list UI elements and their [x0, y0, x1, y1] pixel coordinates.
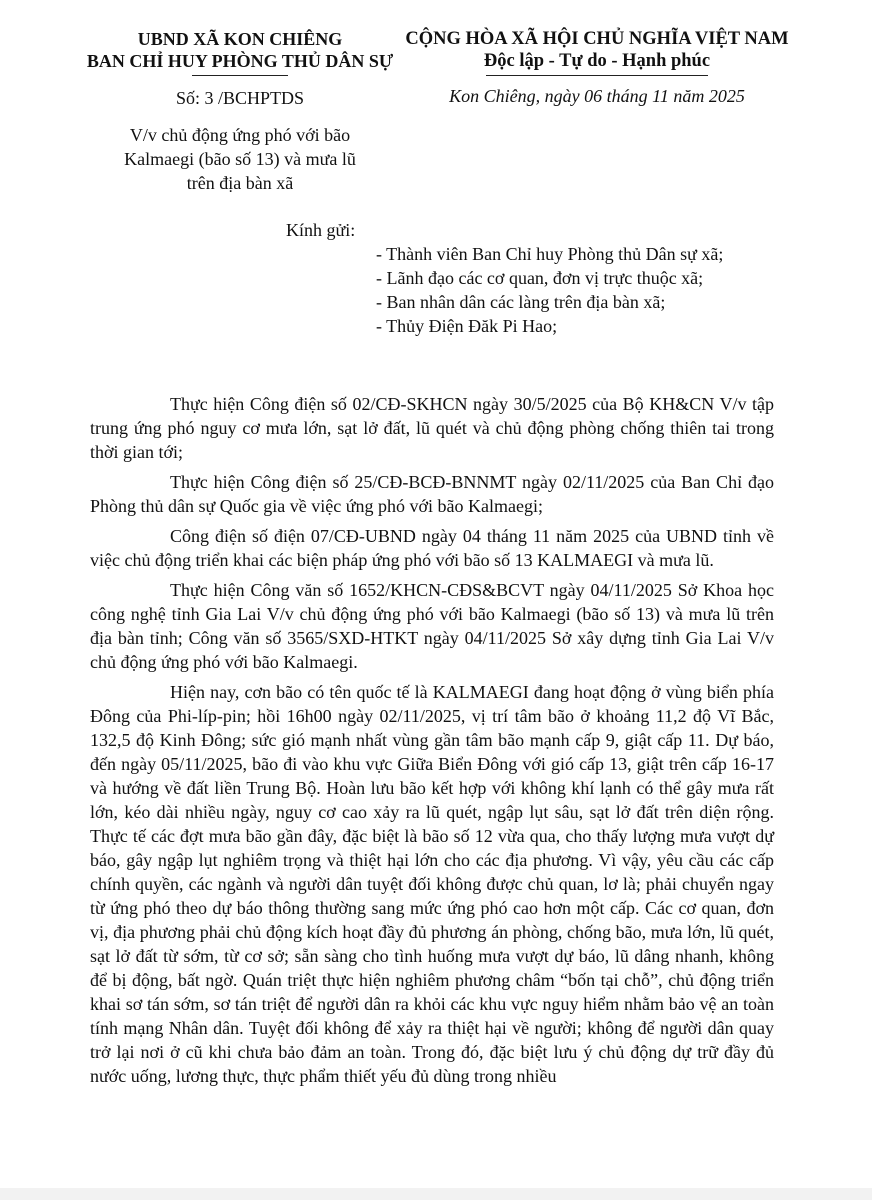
place-and-date: Kon Chiêng, ngày 06 tháng 11 năm 2025 — [449, 86, 745, 106]
recipients-label: Kính gửi: — [286, 220, 356, 240]
national-header-block — [392, 28, 802, 107]
page-bottom-edge — [0, 1188, 872, 1200]
body-paragraph: Hiện nay, cơn bão có tên quốc tế là KALMAEGI đang hoạt động ở vùng biển phía Đông của Phi-líp-pin; hồi 16h00 ngày 02/11/2025, vị trí tâm bão ở khoảng 11,2 độ Vĩ Bắc, 132,5 độ Kinh Đông; sức gió mạnh nhất vùng gần tâm bão mạnh cấp 9, giật cấp 11. Dự báo, đến ngày 05/11/2025, bão đi vào khu vực Giữa Biển Đông với gió cấp 13, giật trên cấp 16-17 và hướng về đất liền Trung Bộ. Hoàn lưu bão kết hợp với không khí lạnh có thể gây mưa rất lớn, kéo dài nhiều ngày, nguy cơ cao xảy ra lũ quét, ngập lụt sâu, sạt lở đất trên diện rộng. Thực tế các đợt mưa bão gần đây, đặc biệt là bão số 12 vừa qua, cho thấy lượng mưa vượt dự báo, gây ngập lụt nghiêm trọng và thiệt hại lớn cho các địa phương. Vì vậy, yêu cầu các cấp chính quyền, các ngành và người dân tuyệt đối không được chủ quan, lơ là; phải chuyển ngay từ ứng phó theo dự báo thông thường sang mức ứng phó cao hơn một cấp. Các cơ quan, đơn vị, địa phương phải chủ động kích hoạt đầy đủ phương án phòng, chống bão, mưa lớn, lũ quét, sạt lở đất từ sớm, từ cơ sở; sẵn sàng cho tình huống mưa vượt dự báo, lũ dâng nhanh, không để bị động, bất ngờ. Quán triệt thực hiện nghiêm phương châm “bốn tại chỗ”, chủ động triển khai sơ tán sớm, sơ tán triệt để người dân ra khỏi các khu vực nguy hiểm nhằm bảo vệ an toàn tính mạng Nhân dân. Tuyệt đối không để xảy ra thiệt hại về người; không để người dân quay trở lại nơi ở cũ khi chưa bảo đảm an toàn. Trong đó, đặc biệt lưu ý chủ động dự trữ đầy đủ nước uống, lương thực, thực phẩm thiết yếu đủ dùng trong nhiều — [90, 682, 774, 1086]
recipient-item: - Thủy Điện Đăk Pi Hao; — [376, 316, 558, 336]
recipient-item: - Ban nhân dân các làng trên địa bàn xã; — [376, 292, 666, 312]
recipients-list — [376, 242, 723, 338]
motto-underline — [486, 75, 708, 76]
subject-line: V/v chủ động ứng phó với bão — [129, 125, 351, 145]
body-paragraph: Thực hiện Công văn số 1652/KHCN-CĐS&BCVT ngày 04/11/2025 Sở Khoa học công nghệ tỉnh Gia Lai V/v chủ động ứng phó với bão Kalmaegi (bão số 13) và mưa lũ trên địa bàn tỉnh; Công văn số 3565/SXD-HTKT ngày 04/11/2025 Sở xây dựng tỉnh Gia Lai V/v chủ động ứng phó với bão Kalmaegi. — [90, 580, 774, 672]
committee-name: BAN CHỈ HUY PHÒNG THỦ DÂN SỰ — [86, 51, 394, 71]
body-paragraph: Thực hiện Công điện số 25/CĐ-BCĐ-BNNMT ngày 02/11/2025 của Ban Chỉ đạo Phòng thủ dân sự Quốc gia về việc ứng phó với bão Kalmaegi; — [90, 472, 774, 516]
national-title: CỘNG HÒA XÃ HỘI CHỦ NGHĨA VIỆT NAM — [405, 29, 789, 49]
document-subject — [70, 123, 410, 195]
document-body — [90, 392, 774, 1088]
recipient-item: - Thành viên Ban Chỉ huy Phòng thủ Dân sự xã; — [376, 244, 724, 264]
subject-line: Kalmaegi (bão số 13) và mưa lũ — [124, 149, 356, 169]
body-paragraph: Công điện số điện 07/CĐ-UBND ngày 04 tháng 11 năm 2025 của UBND tỉnh về việc chủ động triển khai các biện pháp ứng phó với bão số 13 KALMAEGI và mưa lũ. — [90, 526, 774, 570]
issuing-authority-block — [70, 28, 410, 195]
authority-underline — [192, 75, 288, 76]
national-motto: Độc lập - Tự do - Hạnh phúc — [483, 51, 711, 71]
subject-line: trên địa bàn xã — [186, 173, 294, 193]
body-paragraph: Thực hiện Công điện số 02/CĐ-SKHCN ngày 30/5/2025 của Bộ KH&CN V/v tập trung ứng phó nguy cơ mưa lớn, sạt lở đất, lũ quét và chủ động phòng chống thiên tai trong thời gian tới; — [90, 394, 774, 462]
commune-name: UBND XÃ KON CHIÊNG — [137, 29, 343, 49]
recipient-item: - Lãnh đạo các cơ quan, đơn vị trực thuộc xã; — [376, 268, 704, 288]
document-number: Số: 3 /BCHPTDS — [175, 88, 305, 108]
